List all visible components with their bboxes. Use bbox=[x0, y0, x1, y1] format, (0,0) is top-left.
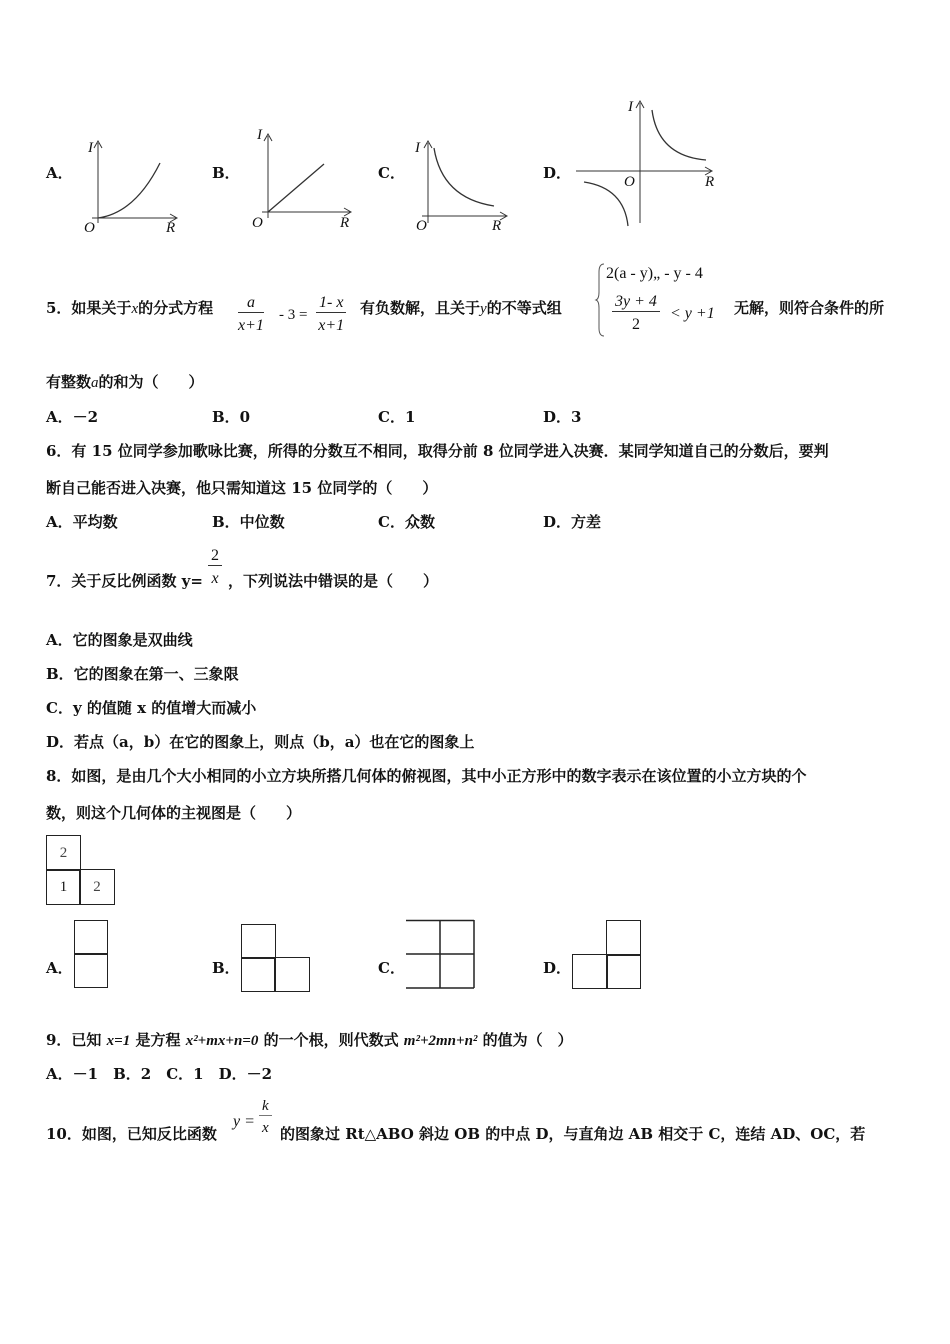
numerator: k bbox=[259, 1098, 272, 1116]
q8-option-d[interactable]: D． bbox=[543, 959, 572, 977]
q8-option-c[interactable]: C． bbox=[378, 959, 405, 977]
denominator: x bbox=[262, 1120, 269, 1136]
q5-question bbox=[46, 298, 213, 319]
numerator: a bbox=[238, 294, 264, 313]
q9-text: 的一个根，则代数式 bbox=[258, 1031, 404, 1049]
front-view-cell bbox=[74, 920, 108, 955]
q5-option-b[interactable]: B．0 bbox=[212, 408, 251, 426]
denominator: 2 bbox=[631, 316, 640, 333]
front-view-cell bbox=[274, 957, 310, 992]
graph-b-axis-y: I bbox=[257, 127, 262, 143]
q5-option-a[interactable]: A．－2 bbox=[46, 408, 99, 426]
q6-line-1: 6．有 15 位同学参加歌咏比赛，所得的分数互不相同，取得分前 8 位同学进入决赛．某同学知道自己的分数后，要判 bbox=[46, 442, 829, 460]
q7-option-a[interactable]: A．它的图象是双曲线 bbox=[46, 631, 193, 649]
q5-inequality-2-rhs: < y +1 bbox=[670, 305, 715, 322]
q7-option-c[interactable]: C．y 的值随 x 的值增大而减小 bbox=[46, 699, 257, 717]
graph-d-origin: O bbox=[624, 174, 635, 190]
q5-var-y: y bbox=[480, 301, 487, 317]
top-view-cell: 2 bbox=[46, 835, 81, 871]
front-view-cell bbox=[606, 954, 641, 989]
q8-option-b[interactable]: B． bbox=[212, 959, 240, 977]
q8-line-1: 8．如图，是由几个大小相同的小立方块所搭几何体的俯视图，其中小正方形中的数字表示在该位置的小立方块的个 bbox=[46, 767, 807, 785]
q4-option-d-label: D． bbox=[543, 164, 572, 182]
q5-text: 有整数 bbox=[46, 373, 92, 391]
front-view-cell bbox=[572, 954, 608, 989]
front-view-cell bbox=[241, 957, 276, 992]
q5-fraction-1 bbox=[238, 294, 264, 335]
q6-option-c[interactable]: C．众数 bbox=[378, 513, 435, 531]
brace-icon bbox=[596, 262, 606, 338]
graph-a-axis-y: I bbox=[88, 140, 93, 156]
q5-inequality-1: 2(a - y)„ - y - 4 bbox=[606, 265, 703, 282]
q5-var-a: a bbox=[91, 375, 99, 391]
q5-text: 的不等式组 bbox=[486, 299, 562, 317]
q4-option-b-label: B． bbox=[212, 164, 240, 182]
q8-option-a[interactable]: A． bbox=[46, 959, 73, 977]
denominator: x bbox=[211, 570, 219, 587]
q5-inequality-2-fraction bbox=[612, 293, 660, 334]
q10-prefix: 10．如图，已知反比函数 bbox=[46, 1125, 217, 1143]
q5-text: 5．如果关于 bbox=[46, 299, 132, 317]
q4-option-c-label: C． bbox=[378, 164, 405, 182]
q6-option-b[interactable]: B．中位数 bbox=[212, 513, 285, 531]
graph-d bbox=[576, 98, 716, 228]
top-view-cell: 1 bbox=[46, 869, 81, 905]
q9-question bbox=[46, 1030, 573, 1051]
q10-y-eq: y = bbox=[233, 1113, 255, 1130]
q9-math: m²+2mn+n² bbox=[403, 1033, 478, 1049]
denominator: x+1 bbox=[238, 317, 264, 334]
q7-prefix: 7．关于反比例函数 y= bbox=[46, 572, 203, 590]
q5-text-2 bbox=[360, 298, 562, 319]
q5-text: 的分式方程 bbox=[138, 299, 214, 317]
q7-fraction bbox=[208, 547, 222, 588]
q9-text: 是方程 bbox=[130, 1031, 186, 1049]
numerator: 3y + 4 bbox=[612, 293, 660, 312]
graph-b bbox=[250, 128, 350, 228]
q9-text: 9．已知 bbox=[46, 1031, 107, 1049]
graph-b-origin: O bbox=[252, 215, 263, 231]
front-view-c bbox=[406, 920, 476, 990]
q6-option-d[interactable]: D．方差 bbox=[543, 513, 602, 531]
q7-option-d[interactable]: D．若点（a，b）在它的图象上，则点（b，a）也在它的图象上 bbox=[46, 733, 475, 751]
graph-a-axis-x: R bbox=[166, 220, 176, 236]
q9-math: x²+mx+n=0 bbox=[185, 1033, 259, 1049]
graph-d-axis-x: R bbox=[705, 174, 715, 190]
q5-text: 有负数解，且关于 bbox=[360, 299, 481, 317]
q6-line-2: 断自己能否进入决赛，他只需知道这 15 位同学的（ ） bbox=[46, 479, 438, 497]
q5-text: 的和为（ ） bbox=[98, 373, 204, 391]
q9-options[interactable]: A．－1 B．2 C．1 D．－2 bbox=[46, 1065, 273, 1083]
q4-option-a-label: A． bbox=[46, 164, 73, 182]
q10-suffix: 的图象过 Rt△ABO 斜边 OB 的中点 D，与直角边 AB 相交于 C，连结 AD、OC，若 bbox=[280, 1125, 866, 1143]
q5-text-3: 无解，则符合条件的所 bbox=[734, 299, 885, 317]
q5-line-2 bbox=[46, 372, 204, 393]
q7-suffix: ，下列说法中错误的是（ ） bbox=[228, 572, 439, 590]
graph-d-axis-y: I bbox=[628, 99, 633, 115]
graph-c-axis-y: I bbox=[415, 140, 420, 156]
graph-a bbox=[80, 138, 180, 238]
q10-fraction bbox=[259, 1098, 272, 1137]
q5-option-c[interactable]: C．1 bbox=[378, 408, 416, 426]
q5-option-d[interactable]: D．3 bbox=[543, 408, 582, 426]
denominator: x+1 bbox=[318, 317, 345, 334]
q6-option-a[interactable]: A．平均数 bbox=[46, 513, 118, 531]
q5-minus-3: - 3 = bbox=[279, 307, 308, 323]
numerator: 1- x bbox=[316, 294, 346, 313]
q8-line-2: 数，则这个几何体的主视图是（ ） bbox=[46, 804, 302, 822]
front-view-cell bbox=[606, 920, 641, 956]
q5-fraction-2 bbox=[316, 294, 346, 335]
graph-b-axis-x: R bbox=[340, 215, 350, 231]
top-view-cell: 2 bbox=[79, 869, 115, 905]
q5-var-x: x bbox=[131, 301, 139, 317]
graph-c-origin: O bbox=[416, 218, 427, 234]
q9-math: x=1 bbox=[106, 1033, 131, 1049]
graph-a-origin: O bbox=[84, 220, 95, 236]
front-view-cell bbox=[74, 953, 108, 988]
q9-text: 的值为（ ） bbox=[477, 1031, 573, 1049]
graph-c-axis-x: R bbox=[492, 218, 502, 234]
front-view-cell bbox=[241, 924, 276, 959]
numerator: 2 bbox=[208, 547, 222, 566]
q7-option-b[interactable]: B．它的图象在第一、三象限 bbox=[46, 665, 239, 683]
